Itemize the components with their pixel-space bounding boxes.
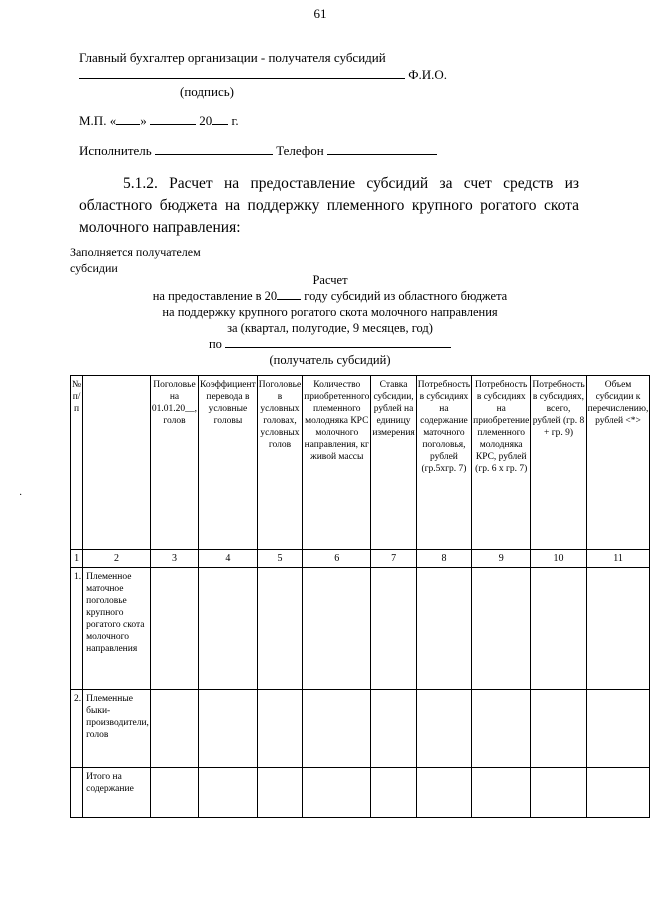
empty-cell[interactable]: [371, 768, 416, 818]
signature-blank: [79, 67, 405, 79]
page-number: 61: [313, 6, 327, 21]
table-header-cell: Потребность в субсидиях на содержание маточного поголовья, рублей (гр.5хгр. 7): [416, 376, 471, 550]
column-number-cell: 5: [257, 550, 302, 568]
executor-blank: [155, 143, 273, 155]
table-header-cell: Ставка субсидии, рублей на единицу измерения: [371, 376, 416, 550]
table-header-row: [71, 376, 650, 550]
column-number-cell: 8: [416, 550, 471, 568]
empty-cell[interactable]: [199, 568, 258, 690]
filled-by-line1: Заполняется получателем: [70, 245, 201, 259]
table-header-cell: № п/п: [71, 376, 83, 550]
calc-title: [120, 272, 540, 368]
calc-title-line2-suffix: году субсидий из областного бюджета: [304, 289, 508, 303]
column-number-row: [71, 550, 650, 568]
table-header-cell: Количество приобретенного племенного молодняка КРС молочного направления, кг живой массы: [303, 376, 371, 550]
empty-cell[interactable]: [531, 568, 586, 690]
executor-label: Исполнитель: [79, 143, 152, 158]
recipient-caption: (получатель субсидий): [269, 353, 391, 367]
empty-cell[interactable]: [303, 768, 371, 818]
calc-title-line3: на поддержку крупного рогатого скота молочного направления: [162, 305, 498, 319]
column-number-cell: 2: [83, 550, 151, 568]
year-blank-2: [277, 288, 301, 300]
table-row: [71, 568, 650, 690]
calc-title-line1: Расчет: [312, 273, 348, 287]
mp-date-line: [79, 113, 239, 129]
table-header-cell: Поголовье в условных головах, условных голов: [257, 376, 302, 550]
empty-cell[interactable]: [586, 768, 650, 818]
empty-cell[interactable]: [472, 768, 531, 818]
empty-cell[interactable]: [150, 768, 198, 818]
empty-cell[interactable]: [472, 568, 531, 690]
column-number-cell: 1: [71, 550, 83, 568]
empty-cell[interactable]: [303, 690, 371, 768]
recipient-blank: [225, 336, 451, 348]
phone-label: Телефон: [276, 143, 324, 158]
po-label: по: [208, 337, 222, 351]
empty-cell[interactable]: [416, 690, 471, 768]
empty-cell[interactable]: [150, 690, 198, 768]
empty-cell[interactable]: [303, 568, 371, 690]
chief-accountant-signature-line: [79, 67, 447, 83]
table-header-cell: Потребность в субсидиях, всего, рублей (гр. 8 + гр. 9): [531, 376, 586, 550]
empty-cell[interactable]: [199, 768, 258, 818]
signature-caption: (подпись): [180, 84, 234, 99]
row-name-cell: Племенное маточное поголовье крупного рогатого скота молочного направления: [83, 568, 151, 690]
mp-prefix: М.П. «: [79, 113, 117, 128]
fio-label: Ф.И.О.: [408, 67, 448, 82]
section-paragraph: 5.1.2. Расчет на предоставление субсидий за счет средств из областного бюджета на поддержку племенного крупного рогатого скота молочного направления:: [79, 175, 579, 236]
table-header-cell: Коэффициент перевода в условные головы: [199, 376, 258, 550]
empty-cell[interactable]: [257, 690, 302, 768]
empty-cell[interactable]: [371, 568, 416, 690]
empty-cell[interactable]: [531, 690, 586, 768]
table-header-cell: Поголовье на 01.01.20__, голов: [150, 376, 198, 550]
column-number-cell: 4: [199, 550, 258, 568]
subsidy-calc-table: [70, 375, 650, 818]
margin-mark: ·: [19, 490, 23, 501]
column-number-cell: 10: [531, 550, 586, 568]
empty-cell[interactable]: [150, 568, 198, 690]
year-suffix: г.: [231, 113, 239, 128]
row-number-cell: 2.: [71, 690, 83, 768]
empty-cell[interactable]: [371, 690, 416, 768]
mp-mid: »: [140, 113, 147, 128]
table-row: [71, 768, 650, 818]
executor-line: [79, 143, 437, 159]
year-prefix: 20: [199, 113, 213, 128]
column-number-cell: 9: [472, 550, 531, 568]
filled-by-line2: субсидии: [70, 261, 118, 275]
table-header-cell: [83, 376, 151, 550]
calc-title-line4: за (квартал, полугодие, 9 месяцев, год): [227, 321, 433, 335]
empty-cell[interactable]: [586, 568, 650, 690]
column-number-cell: 6: [303, 550, 371, 568]
empty-cell[interactable]: [416, 768, 471, 818]
empty-cell[interactable]: [199, 690, 258, 768]
row-name-cell: Итого на содержание: [83, 768, 151, 818]
empty-cell[interactable]: [416, 568, 471, 690]
month-blank: [150, 113, 196, 125]
phone-blank: [327, 143, 437, 155]
day-blank: [116, 113, 140, 125]
table-header-cell: Объем субсидии к перечислению, рублей <*>: [586, 376, 650, 550]
row-number-cell: [71, 768, 83, 818]
column-number-cell: 3: [150, 550, 198, 568]
row-name-cell: Племенные быки-производители, голов: [83, 690, 151, 768]
empty-cell[interactable]: [257, 768, 302, 818]
table-header-cell: Потребность в субсидиях на приобретение племенного молодняка КРС, рублей (гр. 6 х гр. 7): [472, 376, 531, 550]
column-number-cell: 7: [371, 550, 416, 568]
empty-cell[interactable]: [531, 768, 586, 818]
year-blank: [212, 113, 228, 125]
calc-title-recipient-line: [120, 336, 540, 352]
table-row: [71, 690, 650, 768]
row-number-cell: 1.: [71, 568, 83, 690]
chief-accountant-label: Главный бухгалтер организации - получателя субсидий: [79, 50, 386, 65]
empty-cell[interactable]: [257, 568, 302, 690]
calc-title-line2: [120, 288, 540, 304]
empty-cell[interactable]: [472, 690, 531, 768]
column-number-cell: 11: [586, 550, 650, 568]
calc-title-line2-prefix: на предоставление в 20: [152, 289, 278, 303]
empty-cell[interactable]: [586, 690, 650, 768]
